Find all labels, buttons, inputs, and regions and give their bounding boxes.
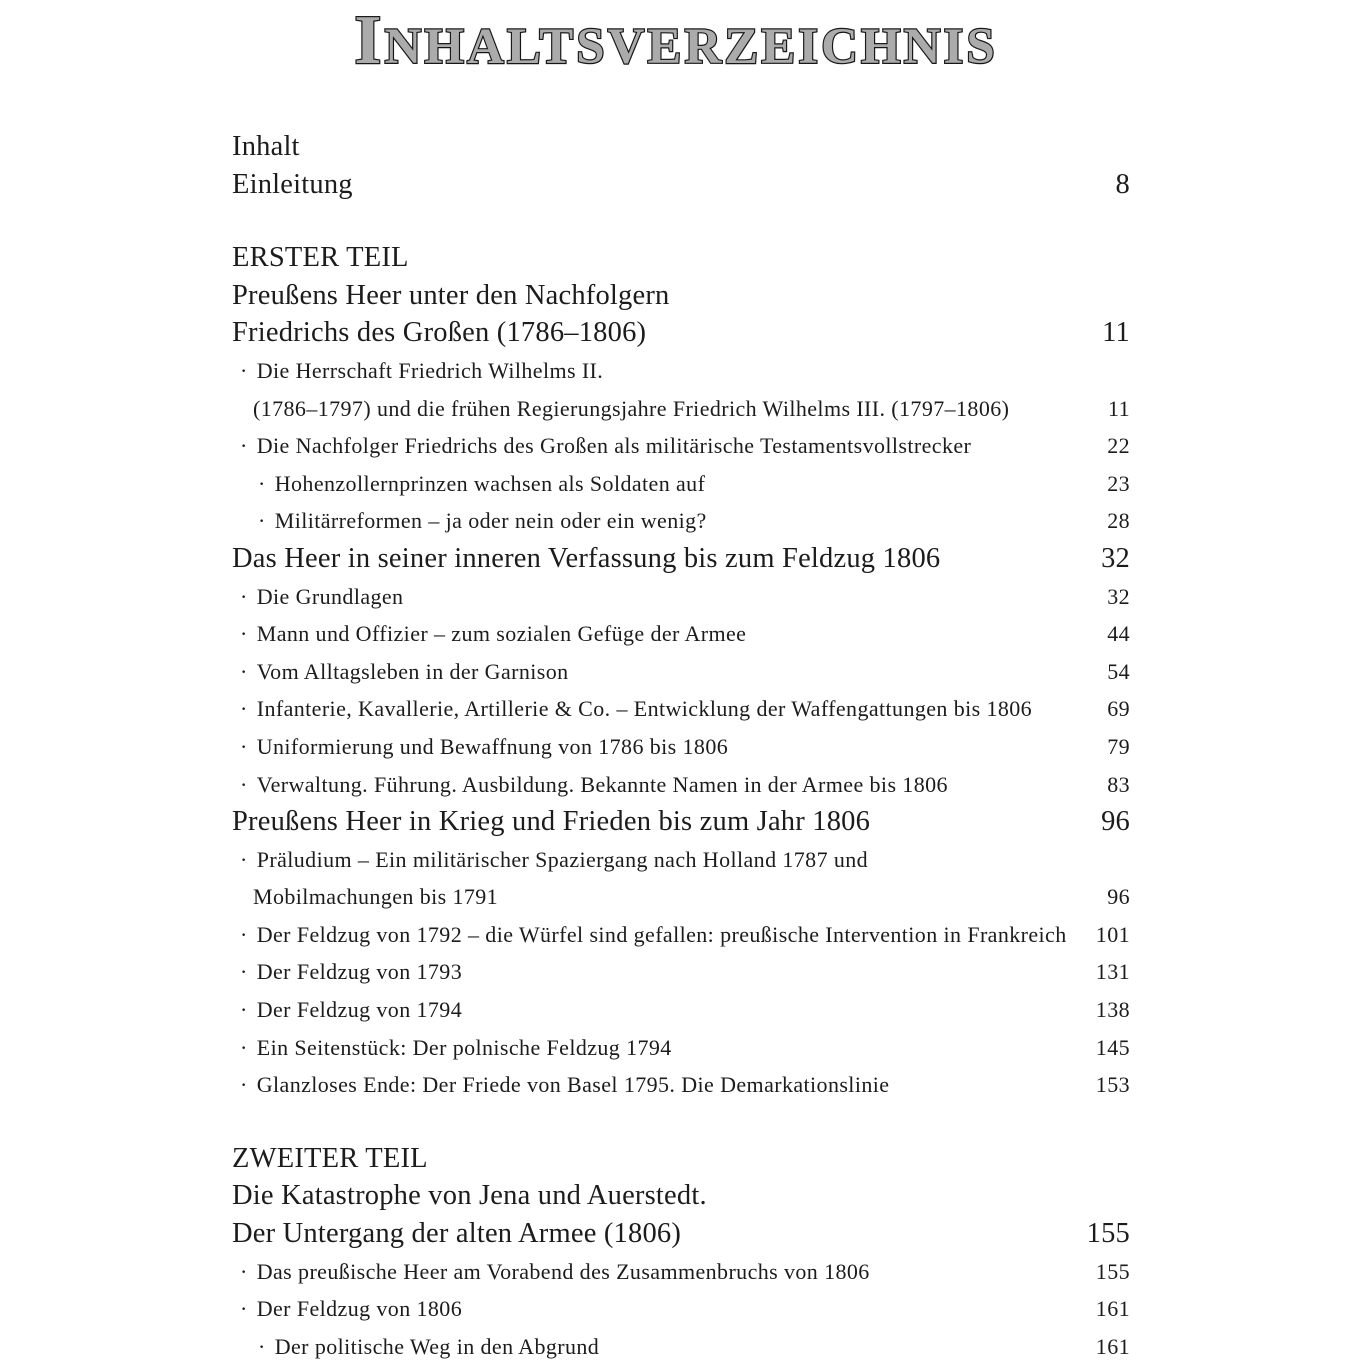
toc-entry-label: Der Feldzug von 1806 (256, 1296, 463, 1322)
toc-entry-page: 8 (1115, 168, 1130, 200)
toc-entry-page: 138 (1095, 997, 1130, 1023)
toc-entry (232, 540, 1130, 578)
bullet-icon: · (240, 1034, 248, 1060)
toc-entry-label: Die Herrschaft Friedrich Wilhelms II. (256, 357, 604, 383)
toc-entry-label: Der Feldzug von 1793 (256, 959, 463, 985)
bullet-icon: · (240, 921, 248, 947)
toc-entry-label: ERSTER TEIL (232, 242, 409, 274)
toc-entry-page: 96 (1101, 806, 1130, 838)
toc-entry (232, 352, 1130, 390)
section-gap (232, 203, 1130, 239)
toc-entry (232, 239, 1130, 277)
toc-entry-label: Uniformierung und Bewaffnung von 1786 bis 1806 (256, 733, 729, 759)
toc-entry-label: Vom Alltagsleben in der Garnison (256, 658, 569, 684)
toc-entry (232, 465, 1130, 503)
toc-entry-page: 54 (1107, 658, 1130, 684)
toc-entry-label: Präludium – Ein militärischer Spaziergang nach Holland 1787 und (256, 846, 869, 872)
toc-entry (232, 653, 1130, 691)
toc-entry-page: 23 (1107, 470, 1130, 496)
toc-entry-label: Der politische Weg in den Abgrund (274, 1333, 600, 1359)
toc-entry-label: Infanterie, Kavallerie, Artillerie & Co. – Entwicklung der Waffengattungen bis 1806 (256, 696, 1033, 722)
toc-entry-page: 32 (1107, 583, 1130, 609)
toc-entry-page: 11 (1102, 317, 1130, 349)
toc-entry-page: 79 (1107, 733, 1130, 759)
toc-entry-label: Der Untergang der alten Armee (1806) (232, 1218, 682, 1250)
toc-entry-label: Der Feldzug von 1792 – die Würfel sind gefallen: preußische Intervention in Frankreich (256, 921, 1067, 947)
toc-entry-page: 161 (1095, 1333, 1130, 1359)
toc-entry (232, 690, 1130, 728)
toc-entry-label: Das Heer in seiner inneren Verfassung bis zum Feldzug 1806 (232, 542, 941, 574)
toc-entry (232, 803, 1130, 841)
toc-entry (232, 578, 1130, 616)
toc-entry-label: ZWEITER TEIL (232, 1142, 428, 1174)
toc-entry-page: 22 (1107, 433, 1130, 459)
bullet-icon: · (240, 658, 248, 684)
bullet-icon: · (258, 508, 266, 534)
bullet-icon: · (258, 470, 266, 496)
toc-entry-label: Einleitung (232, 168, 353, 200)
toc-entry (232, 427, 1130, 465)
toc-entry (232, 1328, 1130, 1365)
bullet-icon: · (240, 1072, 248, 1098)
toc-entry-label: Militärreformen – ja oder nein oder ein wenig? (274, 508, 707, 534)
toc-entry-label: Die Grundlagen (256, 583, 404, 609)
toc-list (232, 128, 1130, 1365)
toc-entry (232, 953, 1130, 991)
toc-entry (232, 766, 1130, 804)
toc-entry-page: 101 (1095, 921, 1130, 947)
toc-entry (232, 1253, 1130, 1291)
toc-entry-page: 83 (1107, 771, 1130, 797)
toc-entry-label: Glanzloses Ende: Der Friede von Basel 1795. Die Demarkationslinie (256, 1072, 890, 1098)
page-title-initial: I (354, 2, 385, 79)
page-title-rest: NHALTSVERZEICHNIS (384, 19, 998, 75)
toc-entry-label: Mann und Offizier – zum sozialen Gefüge der Armee (256, 621, 747, 647)
toc-entry-label: Friedrichs des Großen (1786–1806) (232, 317, 647, 349)
toc-entry-label: Inhalt (232, 131, 300, 162)
toc-entry (232, 314, 1130, 352)
bullet-icon: · (240, 997, 248, 1023)
bullet-icon: · (240, 846, 248, 872)
toc-entry-page: 131 (1095, 959, 1130, 985)
toc-entry (232, 1177, 1130, 1215)
toc-entry-label: Mobilmachungen bis 1791 (253, 884, 499, 910)
toc-entry-label: Preußens Heer unter den Nachfolgern (232, 279, 670, 311)
bullet-icon: · (240, 733, 248, 759)
toc-entry-label: (1786–1797) und die frühen Regierungsjahre Friedrich Wilhelms III. (1797–1806) (253, 395, 1010, 421)
toc-entry-label: Ein Seitenstück: Der polnische Feldzug 1794 (256, 1034, 672, 1060)
bullet-icon: · (240, 621, 248, 647)
page-title (0, 2, 1352, 79)
section-gap (232, 1104, 1130, 1140)
toc-entry (232, 1215, 1130, 1253)
toc-entry-page: 44 (1107, 621, 1130, 647)
toc-entry-page: 155 (1086, 1218, 1130, 1250)
toc-entry-label: Hohenzollernprinzen wachsen als Soldaten auf (274, 470, 706, 496)
toc-entry-page: 32 (1101, 542, 1130, 574)
toc-entry (232, 916, 1130, 954)
toc-entry-page: 28 (1107, 508, 1130, 534)
bullet-icon: · (240, 433, 248, 459)
bullet-icon: · (240, 771, 248, 797)
toc-entry (232, 615, 1130, 653)
toc-entry (232, 1140, 1130, 1178)
toc-entry (232, 878, 1130, 916)
toc-entry-label: Verwaltung. Führung. Ausbildung. Bekannte Namen in der Armee bis 1806 (256, 771, 948, 797)
toc-entry-page: 161 (1095, 1296, 1130, 1322)
bullet-icon: · (240, 696, 248, 722)
toc-entry (232, 991, 1130, 1029)
toc-entry-label: Das preußische Heer am Vorabend des Zusammenbruchs von 1806 (256, 1258, 870, 1284)
toc-entry (232, 1029, 1130, 1067)
bullet-icon: · (240, 583, 248, 609)
toc-entry (232, 277, 1130, 315)
toc-entry (232, 728, 1130, 766)
toc-entry (232, 841, 1130, 879)
toc-entry (232, 390, 1130, 428)
toc-entry-label: Preußens Heer in Krieg und Frieden bis zum Jahr 1806 (232, 806, 871, 838)
toc-entry (232, 166, 1130, 204)
toc-entry-page: 11 (1108, 395, 1130, 421)
toc-entry (232, 1066, 1130, 1104)
toc-entry-page: 153 (1095, 1072, 1130, 1098)
toc-entry-page: 96 (1107, 884, 1130, 910)
toc-entry (232, 1290, 1130, 1328)
toc-entry-label: Die Nachfolger Friedrichs des Großen als militärische Testamentsvollstrecker (256, 433, 972, 459)
bullet-icon: · (240, 1296, 248, 1322)
bullet-icon: · (240, 959, 248, 985)
toc-entry-page: 145 (1095, 1034, 1130, 1060)
toc-entry-label: Der Feldzug von 1794 (256, 997, 463, 1023)
toc-entry (232, 502, 1130, 540)
toc-entry-page: 155 (1095, 1258, 1130, 1284)
bullet-icon: · (258, 1333, 266, 1359)
toc-entry-label: Die Katastrophe von Jena und Auerstedt. (232, 1180, 707, 1212)
toc-entry-page: 69 (1107, 696, 1130, 722)
bullet-icon: · (240, 1258, 248, 1284)
toc-entry (232, 128, 1130, 166)
bullet-icon: · (240, 357, 248, 383)
